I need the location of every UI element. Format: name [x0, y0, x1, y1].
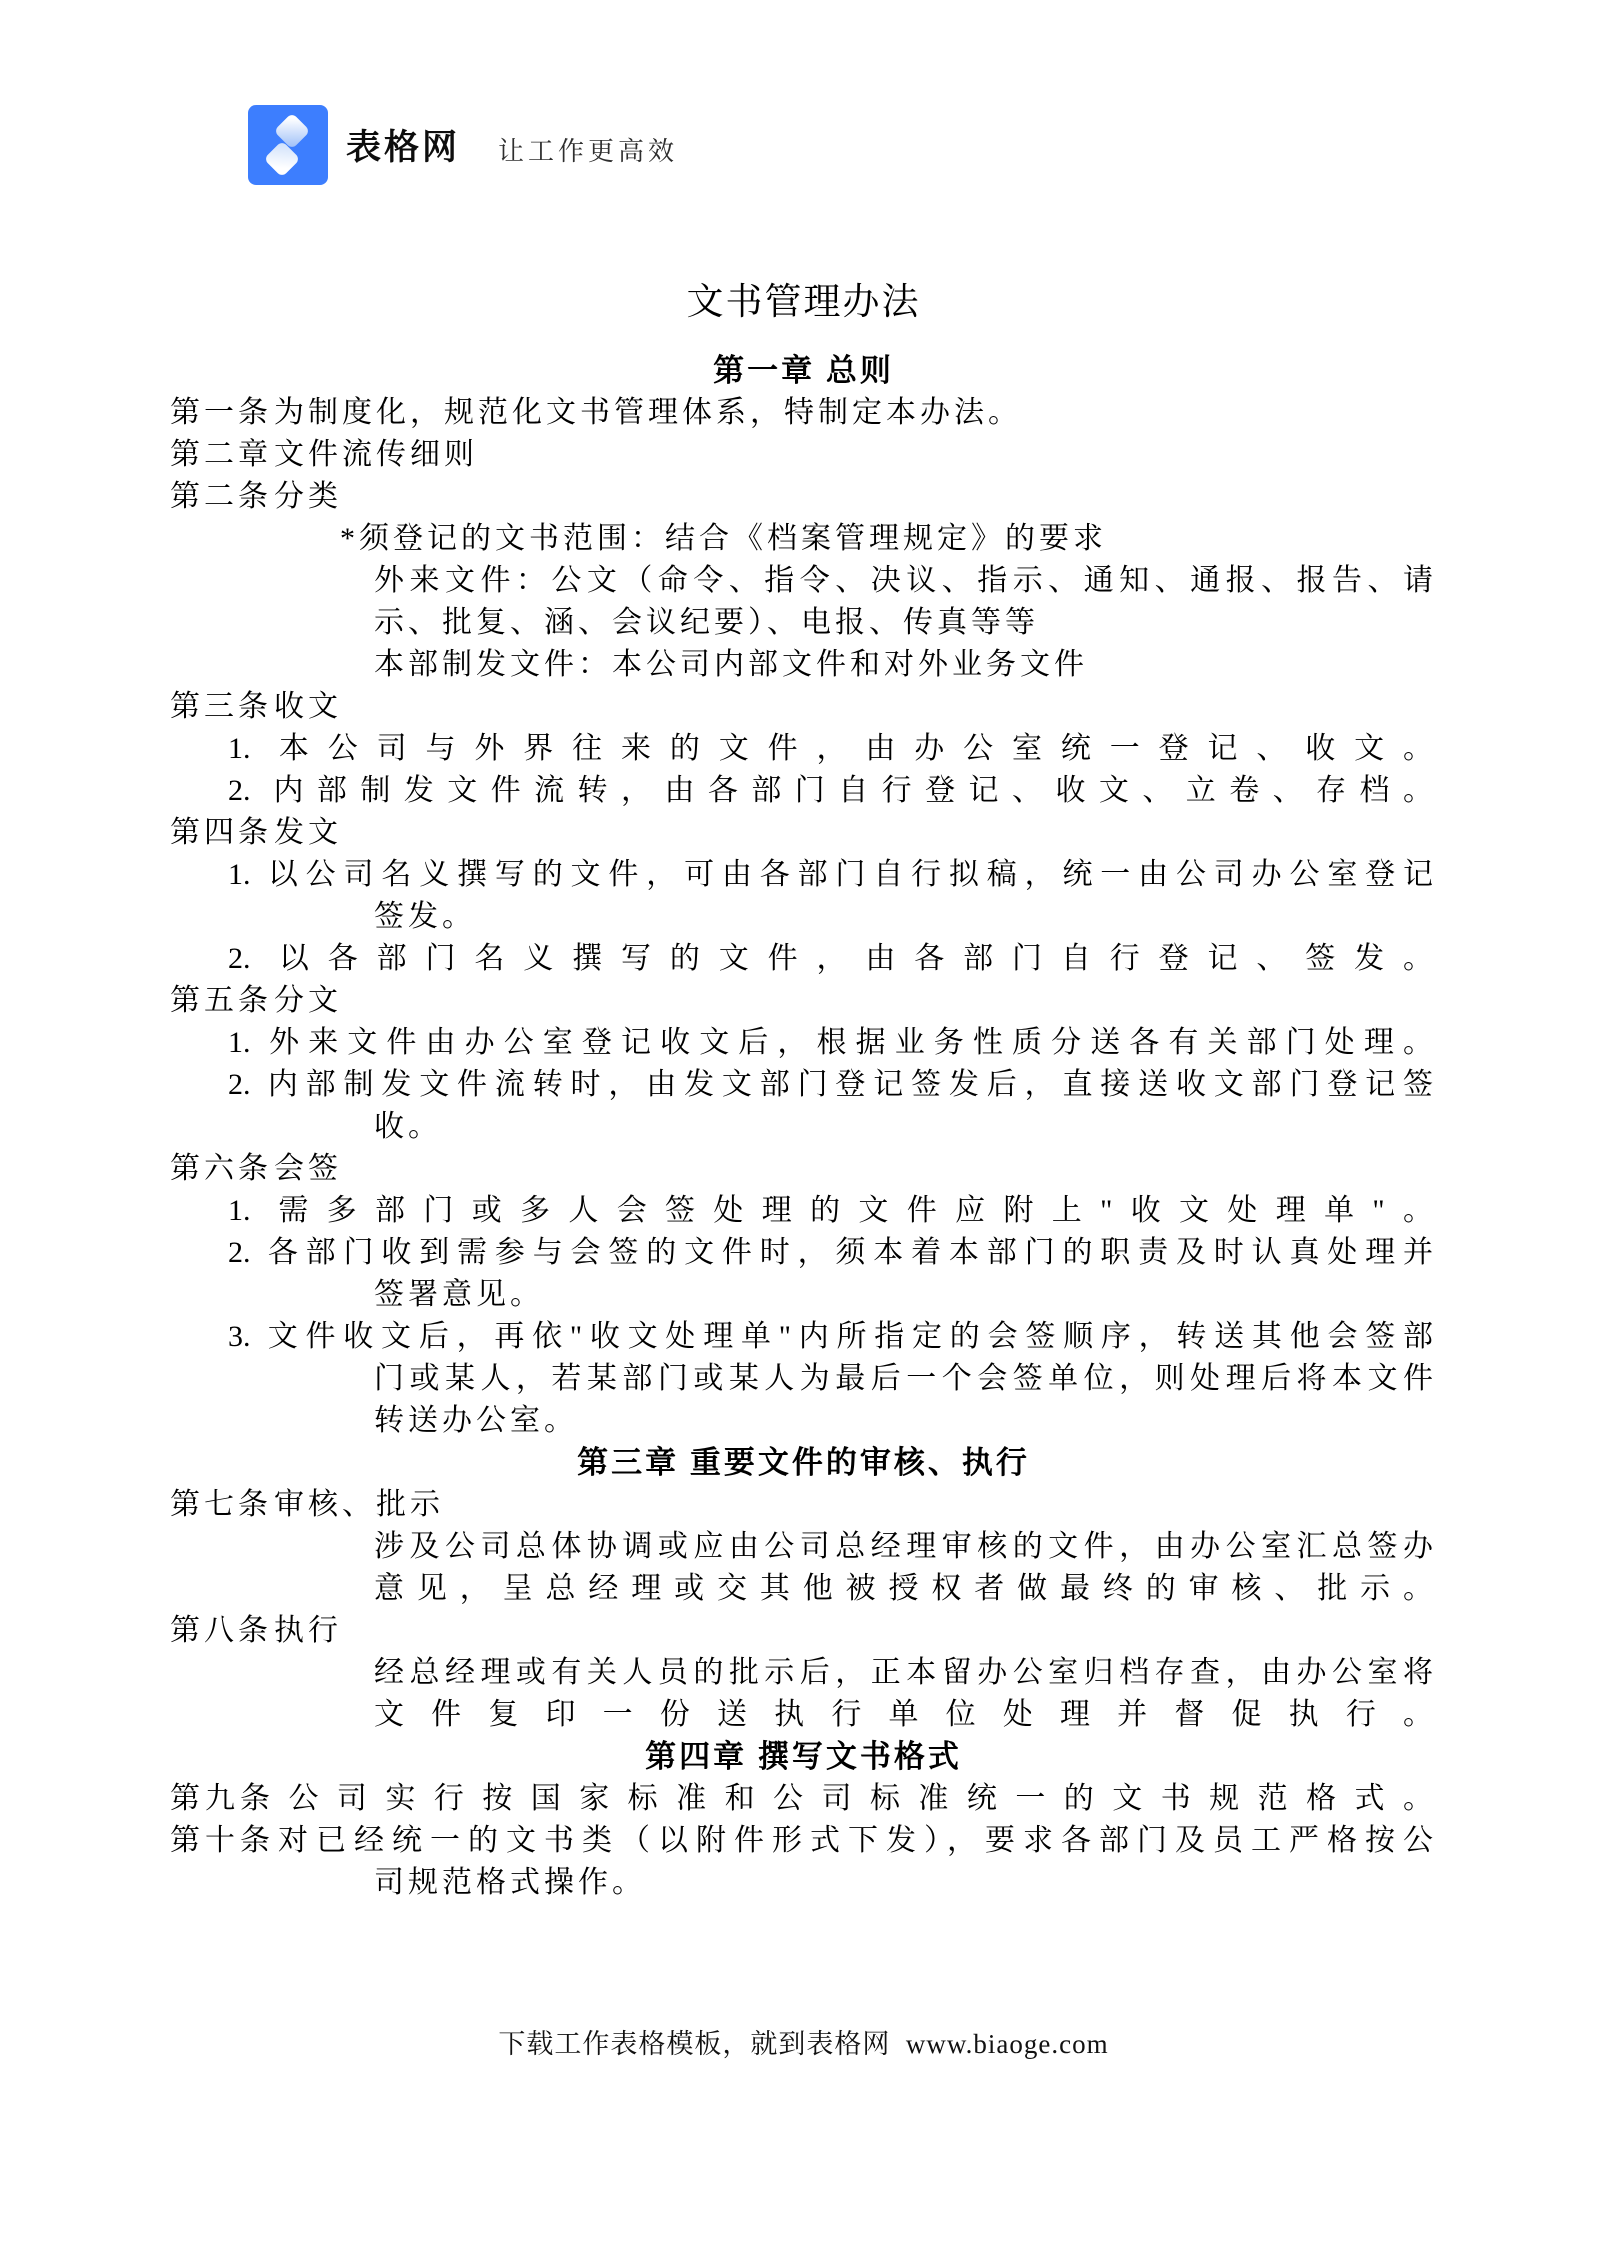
list-item — [228, 1022, 1437, 1064]
list-item — [228, 1064, 1437, 1106]
list-item — [228, 728, 1437, 770]
list-item — [228, 1190, 1437, 1232]
sub-line: 外来文件：公文（命令、指令、决议、指示、通知、通报、报告、请 — [374, 564, 1437, 597]
clause-text: 收文 — [274, 690, 342, 723]
clause-text: 公司实行按国家标准和公司标准统一的文书规范格式。 — [274, 1782, 1437, 1815]
clause-line — [170, 812, 1437, 854]
clause-label: 第四条 — [170, 816, 272, 849]
clause-label: 第八条 — [170, 1614, 272, 1647]
clause-label: 第二条 — [170, 480, 272, 513]
clause-line — [170, 686, 1437, 728]
footer-note: 下载工作表格模板，就到表格网 www.biaoge.com — [498, 2029, 1109, 2059]
list-number: 1. — [228, 1194, 251, 1227]
note-line: *须登记的文书范围：结合《档案管理规定》的要求 — [340, 522, 1107, 555]
clause-line — [170, 1148, 1437, 1190]
continuation-line: 门或某人，若某部门或某人为最后一个会签单位，则处理后将本文件 — [374, 1362, 1437, 1395]
clause-label: 第二章 — [170, 438, 272, 471]
clause-line — [170, 476, 1437, 518]
list-text: 文件收文后，再依"收文处理单"内所指定的会签顺序，转送其他会签部 — [264, 1320, 1437, 1353]
list-text: 以公司名义撰写的文件，可由各部门自行拟稿，统一由公司办公室登记 — [264, 858, 1437, 891]
chapter-heading: 第三章 重要文件的审核、执行 — [577, 1445, 1030, 1480]
list-text: 内部制发文件流转，由各部门自行登记、收文、立卷、存档。 — [264, 774, 1437, 807]
clause-text: 文件流传细则 — [274, 438, 478, 471]
continuation-line: 签发。 — [374, 900, 476, 933]
list-text: 本公司与外界往来的文件，由办公室统一登记、收文。 — [264, 732, 1437, 765]
list-number: 3. — [228, 1320, 251, 1353]
list-number: 1. — [228, 858, 251, 891]
clause-label: 第五条 — [170, 984, 272, 1017]
list-number: 1. — [228, 732, 251, 765]
list-text: 需多部门或多人会签处理的文件应附上"收文处理单"。 — [264, 1194, 1437, 1227]
list-text: 外来文件由办公室登记收文后，根据业务性质分送各有关部门处理。 — [264, 1026, 1437, 1059]
brand-slogan: 让工作更高效 — [498, 136, 679, 166]
list-item — [228, 854, 1437, 896]
list-number: 2. — [228, 942, 251, 975]
clause-text: 对已经统一的文书类（以附件形式下发），要求各部门及员工严格按公 — [274, 1824, 1437, 1857]
sub-line: 意见，呈总经理或交其他被授权者做最终的审核、批示。 — [374, 1572, 1437, 1605]
list-text: 内部制发文件流转时，由发文部门登记签发后，直接送收文部门登记签 — [264, 1068, 1437, 1101]
chapter-heading: 第一章 总则 — [713, 353, 894, 388]
continuation-line: 收。 — [374, 1110, 442, 1143]
brand-name: 表格网 — [346, 128, 461, 167]
clause-text: 审核、批示 — [274, 1488, 444, 1521]
continuation-line: 签署意见。 — [374, 1278, 544, 1311]
list-item — [228, 1316, 1437, 1358]
clause-text: 会签 — [274, 1152, 342, 1185]
clause-line — [170, 1484, 1437, 1526]
document-body — [170, 350, 1437, 1904]
site-header — [248, 105, 678, 185]
continuation-line: 转送办公室。 — [374, 1404, 578, 1437]
list-number: 1. — [228, 1026, 251, 1059]
clause-label: 第六条 — [170, 1152, 272, 1185]
sub-line: 文件复印一份送执行单位处理并督促执行。 — [374, 1698, 1437, 1731]
clause-label: 第七条 — [170, 1488, 272, 1521]
list-number: 2. — [228, 1068, 251, 1101]
list-text: 以各部门名义撰写的文件，由各部门自行登记、签发。 — [264, 942, 1437, 975]
document-title: 文书管理办法 — [686, 282, 921, 323]
clause-text: 分文 — [274, 984, 342, 1017]
clause-label: 第一条 — [170, 396, 272, 429]
list-number: 2. — [228, 1236, 251, 1269]
clause-line — [170, 1820, 1437, 1862]
sub-line: 涉及公司总体协调或应由公司总经理审核的文件，由办公室汇总签办 — [374, 1530, 1437, 1563]
clause-text: 发文 — [274, 816, 342, 849]
clause-line — [170, 980, 1437, 1022]
clause-text: 分类 — [274, 480, 342, 513]
list-text: 各部门收到需参与会签的文件时，须本着本部门的职责及时认真处理并 — [264, 1236, 1437, 1269]
sub-line: 经总经理或有关人员的批示后，正本留办公室归档存查，由办公室将 — [374, 1656, 1437, 1689]
clause-label: 第十条 — [170, 1824, 274, 1857]
clause-line — [170, 392, 1437, 434]
clause-line — [170, 1610, 1437, 1652]
clause-label: 第九条 — [170, 1782, 274, 1815]
sub-line: 示、批复、涵、会议纪要）、电报、传真等等 — [374, 606, 1039, 639]
list-number: 2. — [228, 774, 251, 807]
clause-line — [170, 1778, 1437, 1820]
clause-line — [170, 434, 1437, 476]
continuation-line: 司规范格式操作。 — [374, 1866, 646, 1899]
list-item — [228, 1232, 1437, 1274]
clause-text: 为制度化，规范化文书管理体系，特制定本办法。 — [274, 396, 1022, 429]
clause-label: 第三条 — [170, 690, 272, 723]
clause-text: 执行 — [274, 1614, 342, 1647]
biaoge-logo-icon — [248, 105, 328, 185]
sub-line: 本部制发文件：本公司内部文件和对外业务文件 — [374, 648, 1088, 681]
chapter-heading: 第四章 撰写文书格式 — [645, 1739, 962, 1774]
list-item — [228, 938, 1437, 980]
list-item — [228, 770, 1437, 812]
